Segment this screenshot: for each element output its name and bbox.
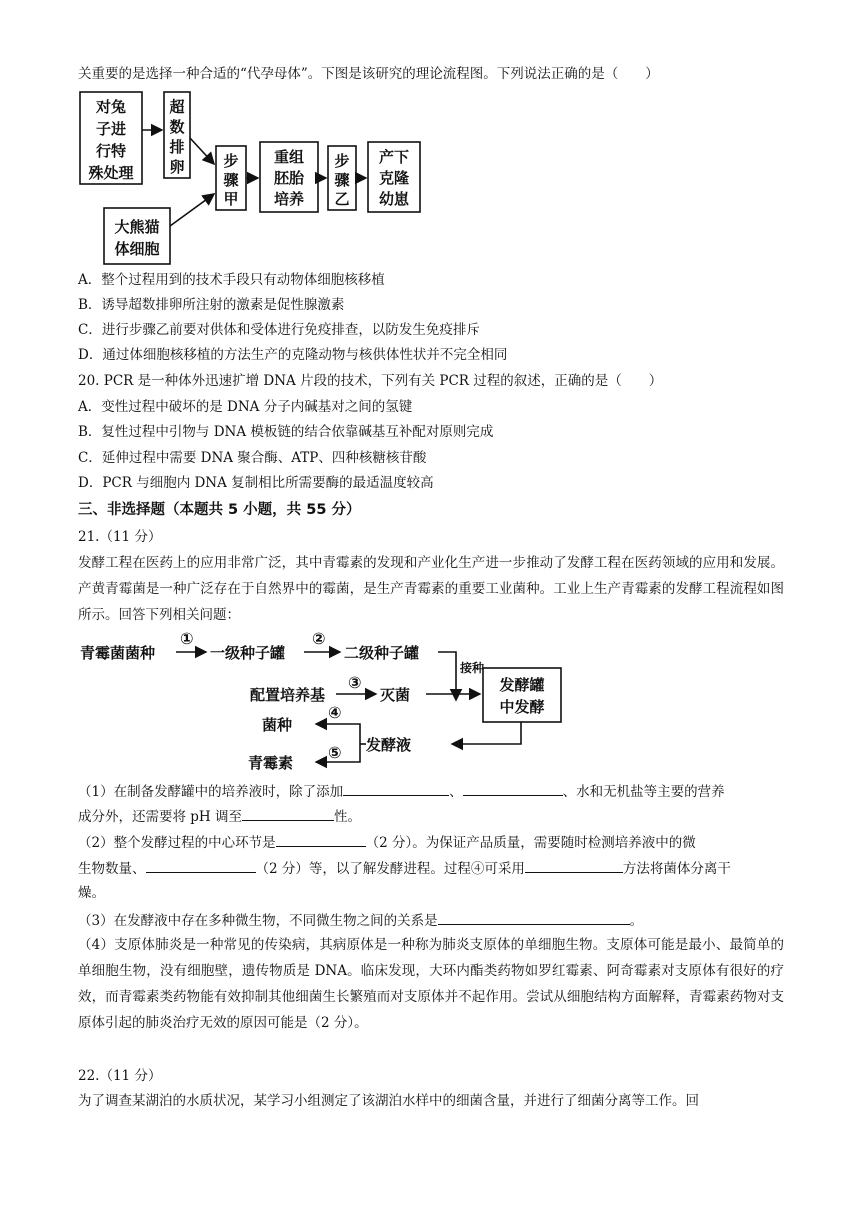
step-4: ④	[328, 703, 342, 722]
box-superovulation-3: 排	[169, 138, 185, 156]
box-embryo-2: 胚胎	[273, 169, 305, 187]
q20-option-d: D．PCR 与细胞内 DNA 复制相比所需要酶的最适温度较高	[78, 475, 434, 491]
box-step-b-1: 步	[334, 152, 350, 170]
node-broth: 发酵液	[366, 736, 412, 754]
fermentation-flowchart	[76, 628, 576, 778]
box-panda-2: 体细胞	[114, 240, 160, 258]
answer-blank[interactable]	[146, 858, 256, 873]
q22-number: 22.（11 分）	[78, 1068, 162, 1084]
q21-paragraph: 发酵工程在医药上的应用非常广泛，其中青霉素的发现和产业化生产进一步推动了发酵工程在医药领域的应用和发展。产黄青霉菌是一种广泛存在于自然界中的霉菌，是生产青霉素的重要工业菌种。工业上生产青霉素的发酵工程流程如图所示。回答下列相关问题：	[78, 555, 784, 623]
step-1: ①	[180, 629, 194, 648]
box-step-a-1: 步	[223, 152, 239, 170]
answer-blank[interactable]	[242, 806, 334, 821]
q19-option-d: D．通过体细胞核移植的方法生产的克隆动物与核供体性状并不完全相同	[78, 347, 508, 363]
box-step-a-2: 骤	[223, 171, 239, 189]
answer-blank[interactable]	[438, 910, 630, 925]
q19-intro: 关重要的是选择一种合适的“代孕母体”。下图是该研究的理论流程图。下列说法正确的是（ ）	[78, 66, 659, 82]
box-superovulation-4: 卵	[169, 158, 185, 176]
label-inoculate: 接种	[460, 661, 485, 675]
q20-stem: 20. PCR 是一种体外迅速扩增 DNA 片段的技术，下列有关 PCR 过程的叙述，正确的是（ ）	[78, 373, 663, 389]
q20-option-b: B．复性过程中引物与 DNA 模板链的结合依靠碱基互补配对原则完成	[78, 424, 494, 440]
box-superovulation-1: 超	[169, 98, 185, 116]
node-strain: 青霉菌菌种	[80, 644, 156, 662]
section-title: 三、非选择题（本题共 5 小题，共 55 分）	[78, 502, 361, 518]
answer-blank[interactable]	[525, 858, 623, 873]
q20-option-c: C．延伸过程中需要 DNA 聚合酶、ATP、四种核糖核苷酸	[78, 450, 427, 466]
box-rabbit-3: 行特	[95, 142, 127, 160]
step-2: ②	[312, 629, 326, 648]
box-step-a-3: 甲	[223, 190, 239, 208]
node-fermenter-2: 中发酵	[499, 698, 545, 716]
q21-2-line2: 生物数量、 （2 分）等，以了解发酵进程。过程④可采用 方法将菌体分离干	[78, 858, 731, 879]
q19-option-b: B．诱导超数排卵所注射的激素是促性腺激素	[78, 297, 345, 313]
node-seed1: 一级种子罐	[210, 644, 286, 662]
box-rabbit-2: 子进	[95, 120, 127, 138]
node-seed2: 二级种子罐	[344, 644, 420, 662]
box-embryo-1: 重组	[273, 148, 305, 166]
node-sterilize: 灭菌	[380, 686, 411, 704]
box-step-b-3: 乙	[334, 190, 350, 208]
step-5: ⑤	[328, 743, 342, 762]
box-panda-1: 大熊猫	[114, 218, 160, 236]
q21-number: 21.（11 分）	[78, 529, 162, 545]
box-birth-1: 产下	[378, 148, 410, 166]
cloning-flowchart	[76, 88, 436, 268]
box-birth-3: 幼崽	[378, 190, 410, 208]
answer-blank[interactable]	[276, 832, 366, 847]
box-rabbit-4: 殊处理	[88, 164, 134, 182]
box-rabbit-1: 对兔	[95, 98, 127, 116]
box-superovulation-2: 数	[169, 118, 185, 136]
answer-blank[interactable]	[343, 781, 449, 796]
q19-option-a: A．整个过程用到的技术手段只有动物体细胞核移植	[78, 272, 385, 288]
box-step-b-2: 骤	[334, 171, 350, 189]
step-3: ③	[348, 673, 362, 692]
q20-option-a: A．变性过程中破坏的是 DNA 分子内碱基对之间的氢键	[78, 399, 413, 415]
box-birth-2: 克隆	[378, 169, 410, 187]
node-fermenter-1: 发酵罐	[499, 676, 545, 694]
node-cells: 菌种	[262, 716, 293, 734]
answer-blank[interactable]	[463, 781, 563, 796]
q21-1-line1: （1）在制备发酵罐中的培养液时，除了添加 、 、水和无机盐等主要的营养	[78, 781, 725, 802]
q21-4: （4）支原体肺炎是一种常见的传染病，其病原体是一种称为肺炎支原体的单细胞生物。支原体可能是最小、最简单的单细胞生物，没有细胞壁，遗传物质是 DNA。临床发现，大环内酯类药物如罗红霉素、阿奇霉素对支原体有很好的疗效，而青霉素类药物能有效抑制其他细菌生长繁殖而对支原体并不起作用。尝试从细胞结构方面解释，青霉素药物对支原体引起的肺炎治疗无效的原因可能是（2 分）。	[78, 937, 784, 1031]
q21-3: （3）在发酵液中存在多种微生物，不同微生物之间的关系是 。	[78, 910, 643, 931]
q22-text: 为了调查某湖泊的水质状况，某学习小组测定了该湖泊水样中的细菌含量，并进行了细菌分离等工作。回	[78, 1093, 699, 1109]
q21-2-line3: 燥。	[78, 885, 105, 901]
q21-1-line2: 成分外，还需要将 pH 调至 性。	[78, 806, 361, 827]
node-penicillin: 青霉素	[248, 754, 294, 772]
box-embryo-3: 培养	[273, 190, 305, 208]
node-medium: 配置培养基	[250, 686, 326, 704]
q19-option-c: C．进行步骤乙前要对供体和受体进行免疫排查，以防发生免疫排斥	[78, 322, 480, 338]
q21-2-line1: （2）整个发酵过程的中心环节是 （2 分）。为保证产品质量，需要随时检测培养液中的微	[78, 832, 696, 853]
